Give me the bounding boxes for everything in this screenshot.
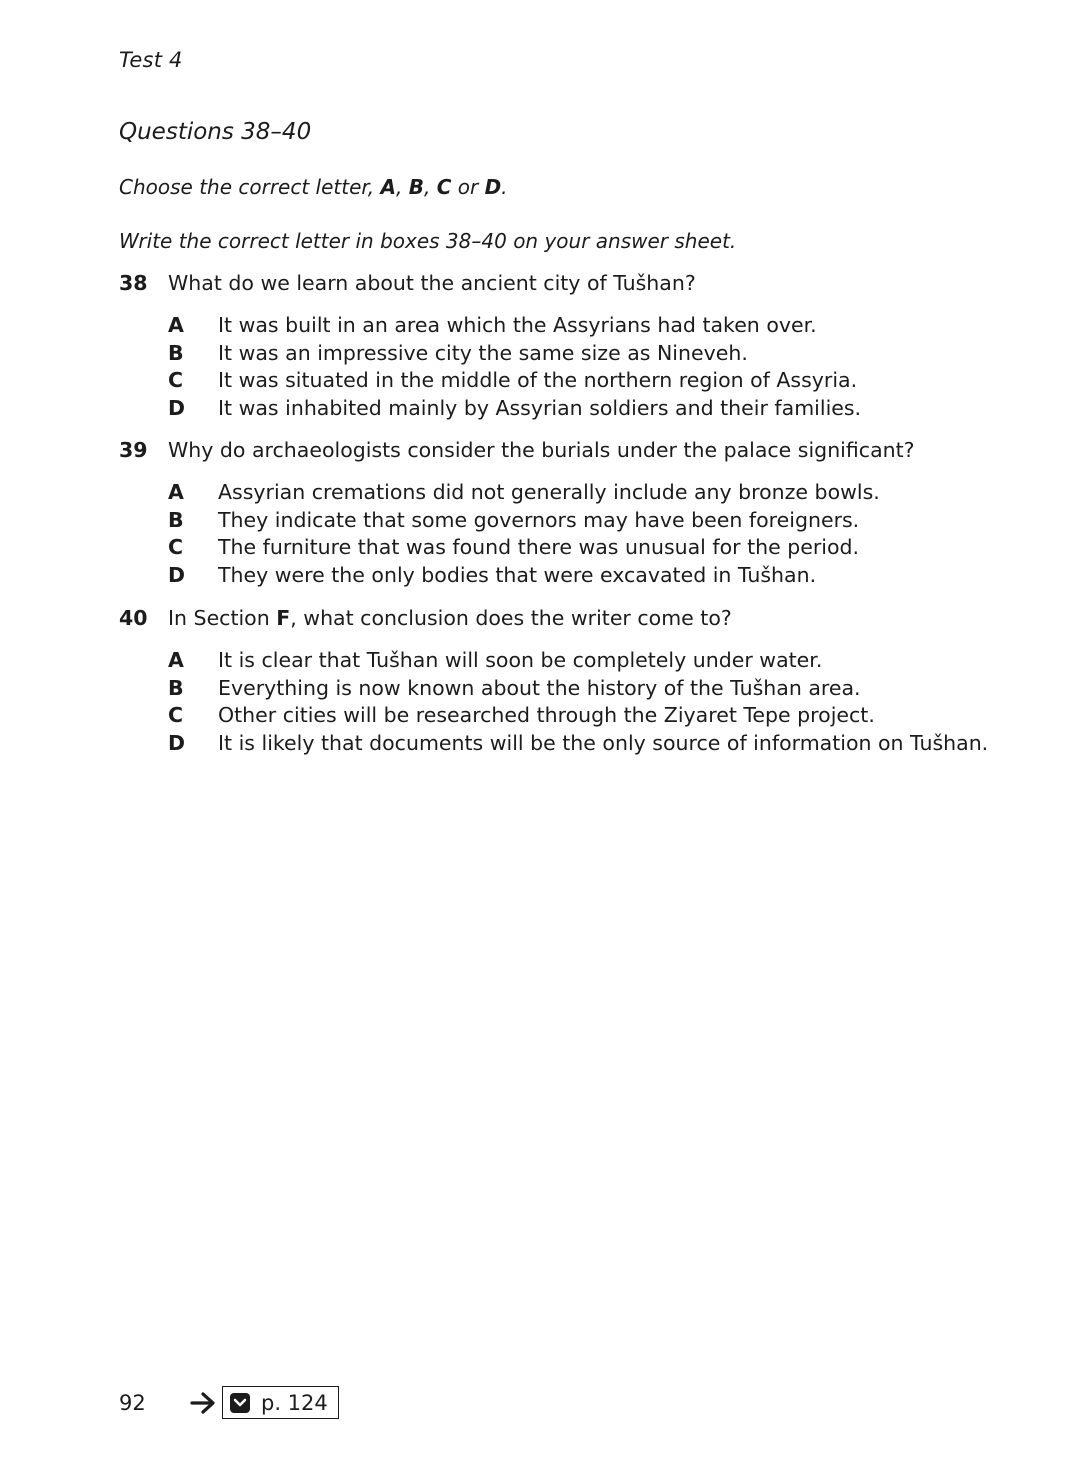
instruction-text: Choose the correct letter, bbox=[119, 175, 381, 199]
option-list bbox=[119, 480, 1019, 590]
option-b bbox=[119, 676, 1019, 704]
option-text: It was situated in the middle of the northern region of Assyria. bbox=[218, 368, 858, 392]
option-text: Other cities will be researched through the Ziyaret Tepe project. bbox=[218, 703, 875, 727]
letter-d: D bbox=[484, 175, 502, 199]
option-list bbox=[119, 648, 1019, 758]
question-text: Why do archaeologists consider the burials under the palace significant? bbox=[168, 438, 915, 462]
section-letter: F bbox=[276, 606, 291, 630]
question-number: 40 bbox=[119, 606, 148, 630]
running-head: Test 4 bbox=[119, 48, 183, 72]
option-text: It is likely that documents will be the only source of information on Tušhan. bbox=[218, 730, 989, 755]
option-text: Everything is now known about the history of the Tušhan area. bbox=[218, 675, 861, 700]
question-number: 39 bbox=[119, 438, 148, 462]
letter-b: B bbox=[408, 175, 424, 199]
section-heading: Questions 38–40 bbox=[119, 119, 312, 145]
option-text: It was inhabited mainly by Assyrian soldiers and their families. bbox=[218, 395, 862, 420]
page-number: 92 bbox=[119, 1391, 146, 1415]
question-stem bbox=[119, 606, 1019, 636]
reference-text: p. 124 bbox=[261, 1390, 328, 1415]
option-b bbox=[119, 341, 1019, 369]
question-number: 38 bbox=[119, 271, 148, 295]
option-letter: A bbox=[168, 480, 184, 504]
option-letter: C bbox=[168, 368, 184, 392]
option-text: It was an impressive city the same size as Nineveh. bbox=[218, 340, 748, 365]
option-d bbox=[119, 563, 1019, 591]
option-text: They were the only bodies that were excavated in Tušhan. bbox=[218, 562, 817, 587]
option-letter: D bbox=[168, 562, 186, 587]
question-text-suffix: , what conclusion does the writer come to? bbox=[290, 606, 732, 630]
option-d bbox=[119, 396, 1019, 424]
option-c bbox=[119, 368, 1019, 396]
option-b bbox=[119, 508, 1019, 536]
question-text bbox=[168, 606, 732, 630]
option-text: They indicate that some governors may have been foreigners. bbox=[218, 507, 860, 532]
letter-a: A bbox=[380, 175, 396, 199]
option-letter: B bbox=[168, 675, 184, 700]
option-list bbox=[119, 313, 1019, 423]
option-text: It was built in an area which the Assyrians had taken over. bbox=[218, 313, 817, 337]
option-a bbox=[119, 313, 1019, 341]
option-text: The furniture that was found there was unusual for the period. bbox=[218, 535, 860, 559]
separator: , bbox=[396, 175, 409, 199]
option-letter: C bbox=[168, 535, 184, 559]
option-a bbox=[119, 648, 1019, 676]
question-text-prefix: In Section bbox=[168, 606, 277, 630]
option-letter: A bbox=[168, 313, 184, 337]
option-letter: B bbox=[168, 340, 184, 365]
instruction-answer-sheet: Write the correct letter in boxes 38–40 on your answer sheet. bbox=[119, 229, 737, 253]
letter-c: C bbox=[436, 175, 452, 199]
option-text: Assyrian cremations did not generally include any bronze bowls. bbox=[218, 480, 880, 504]
option-letter: B bbox=[168, 507, 184, 532]
separator: , bbox=[423, 175, 437, 199]
question-39 bbox=[119, 438, 1019, 590]
question-stem bbox=[119, 271, 1019, 301]
option-letter: D bbox=[168, 730, 186, 755]
question-38 bbox=[119, 271, 1019, 423]
answer-key-reference[interactable] bbox=[222, 1386, 339, 1419]
page-footer bbox=[119, 1386, 519, 1420]
question-text: What do we learn about the ancient city of Tušhan? bbox=[168, 271, 696, 295]
instruction-choose-letter bbox=[119, 175, 508, 199]
option-d bbox=[119, 731, 1019, 759]
or-text: or bbox=[451, 175, 485, 199]
question-40 bbox=[119, 606, 1019, 758]
option-c bbox=[119, 703, 1019, 731]
option-text: It is clear that Tušhan will soon be completely under water. bbox=[218, 648, 823, 672]
option-letter: D bbox=[168, 395, 186, 420]
period: . bbox=[501, 175, 508, 199]
option-a bbox=[119, 480, 1019, 508]
arrow-right-icon bbox=[190, 1391, 216, 1415]
option-c bbox=[119, 535, 1019, 563]
option-letter: A bbox=[168, 648, 184, 672]
answer-key-icon bbox=[229, 1392, 251, 1414]
question-stem bbox=[119, 438, 1019, 468]
option-letter: C bbox=[168, 703, 184, 727]
